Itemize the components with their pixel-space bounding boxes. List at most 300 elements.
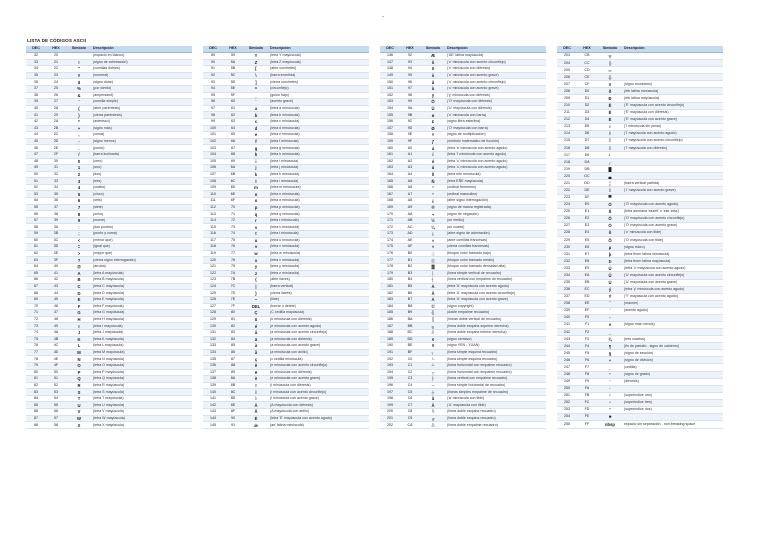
symbol-cell: ╚	[420, 409, 446, 416]
dec-cell: 103	[203, 145, 223, 152]
description-cell: (a minúscula con acento circunflejo)	[269, 329, 369, 336]
column-header-desc: Descripción	[269, 46, 369, 53]
symbol-cell: 3	[66, 178, 92, 185]
dec-cell: 76	[26, 343, 46, 350]
dec-cell: 248	[557, 371, 577, 378]
hex-cell: 9A	[400, 105, 420, 112]
symbol-cell: |	[243, 283, 269, 290]
description-cell: (e minúscula con acento circunflejo)	[269, 362, 369, 369]
description-cell: (seis)	[92, 198, 192, 205]
symbol-cell: 7	[66, 204, 92, 211]
description-cell: (letra c minúscula)	[269, 118, 369, 125]
description-cell: (ampersand)	[92, 92, 192, 99]
description-cell: (doble empalme recuadro)	[446, 310, 546, 317]
table-row	[203, 349, 369, 356]
description-cell: (eth latina mayúscula)	[623, 95, 723, 102]
symbol-cell: ×	[420, 132, 446, 139]
hex-cell: 55	[46, 402, 66, 409]
description-cell: (letra v minúscula)	[269, 244, 369, 251]
dec-cell: 237	[557, 293, 577, 300]
dec-cell: 174	[380, 237, 400, 244]
symbol-cell: ┤	[420, 277, 446, 284]
table-row	[557, 385, 723, 392]
symbol-cell: .	[66, 145, 92, 152]
hex-cell: D2	[577, 102, 597, 109]
dec-cell: 79	[26, 362, 46, 369]
hex-cell: 94	[400, 66, 420, 73]
table-row	[380, 184, 546, 191]
dec-cell: 98	[203, 112, 223, 119]
symbol-cell: ┘	[597, 152, 623, 159]
hex-cell: D7	[577, 137, 597, 144]
table-row	[380, 376, 546, 383]
symbol-cell: í	[420, 151, 446, 158]
symbol-cell: ┌	[597, 159, 623, 166]
hex-cell: FE	[577, 413, 597, 420]
dec-cell: 216	[557, 145, 577, 152]
hex-cell: 3E	[46, 250, 66, 257]
description-cell: (cero)	[92, 158, 192, 165]
hex-cell: F7	[577, 364, 597, 371]
dec-cell: 83	[26, 389, 46, 396]
symbol-cell: ¡	[420, 231, 446, 238]
symbol-cell: ¶	[597, 343, 623, 350]
description-cell: (cuatro)	[92, 184, 192, 191]
table-row	[26, 369, 192, 376]
hex-cell: E9	[577, 265, 597, 272]
hex-cell: CB	[577, 53, 597, 60]
hex-cell: 35	[46, 191, 66, 198]
dec-cell: 152	[380, 92, 400, 99]
table-row	[26, 178, 192, 185]
description-cell: (línea doble esquina recuadro)	[446, 409, 546, 416]
column-header-desc: Descripción	[623, 46, 723, 53]
hex-cell: 67	[223, 145, 243, 152]
symbol-cell: ▀	[597, 194, 623, 201]
dec-cell: 133	[203, 343, 223, 350]
table-row	[380, 250, 546, 257]
dec-cell: 113	[203, 211, 223, 218]
dec-cell: 69	[26, 296, 46, 303]
table-row	[380, 389, 546, 396]
table-row	[380, 171, 546, 178]
hex-cell: FF	[577, 421, 597, 429]
table-row	[557, 208, 723, 215]
description-cell: (arroba)	[92, 264, 192, 271]
description-cell: (A mayúscula con anillo)	[269, 409, 369, 416]
dec-cell: 47	[26, 151, 46, 158]
symbol-cell: F	[66, 303, 92, 310]
dec-cell: 131	[203, 329, 223, 336]
description-cell: (letra E mayúscula)	[92, 296, 192, 303]
description-cell: (fin de párrafo - signo de calderón)	[623, 343, 723, 350]
table-row	[380, 145, 546, 152]
description-cell: (comilla simple)	[92, 99, 192, 106]
dec-cell: 104	[203, 151, 223, 158]
symbol-cell: ¸	[597, 364, 623, 371]
description-cell: (c cedilla minúscula)	[269, 356, 369, 363]
symbol-cell: ╗	[420, 323, 446, 330]
hex-cell: 62	[223, 112, 243, 119]
table-row	[557, 145, 723, 152]
description-cell: (signo de negación)	[446, 211, 546, 218]
description-cell: (letra h minúscula)	[269, 151, 369, 158]
ascii-block-1	[26, 46, 192, 429]
hex-cell: 90	[223, 415, 243, 422]
description-cell: (signo libra esterlina)	[446, 118, 546, 125]
dec-cell: 72	[26, 316, 46, 323]
description-cell: (dos)	[92, 171, 192, 178]
hex-cell: A0	[400, 145, 420, 152]
dec-cell: 179	[380, 270, 400, 277]
table-row	[380, 402, 546, 409]
hex-cell: AA	[400, 211, 420, 218]
description-cell: (igual que)	[92, 244, 192, 251]
symbol-cell: a	[243, 105, 269, 112]
table-row	[557, 222, 723, 229]
description-cell: (bloque color tramado bajo)	[446, 250, 546, 257]
symbol-cell: p	[243, 204, 269, 211]
description-cell: (signo dólar)	[92, 79, 192, 86]
hex-cell: BB	[400, 323, 420, 330]
table-row	[380, 369, 546, 376]
symbol-cell: ¹	[597, 392, 623, 399]
hex-cell: F4	[577, 343, 597, 350]
description-cell: (letra B mayúscula)	[92, 277, 192, 284]
ascii-block-4	[557, 46, 723, 429]
hex-cell: 7E	[223, 296, 243, 303]
description-cell: (letra n minúscula)	[269, 191, 369, 198]
hex-cell: CE	[577, 74, 597, 81]
dec-cell: 246	[557, 357, 577, 364]
hex-cell: E2	[577, 215, 597, 222]
description-cell: ('o' minúscula con diéresis)	[446, 66, 546, 73]
description-cell: ('a' minúscula con tilde)	[446, 395, 546, 402]
description-cell: (numeral)	[92, 72, 192, 79]
hex-cell: 28	[46, 105, 66, 112]
table-row	[26, 250, 192, 257]
symbol-cell: w	[243, 250, 269, 257]
dec-cell: 134	[203, 349, 223, 356]
symbol-cell: °	[597, 371, 623, 378]
hex-cell: 3C	[46, 237, 66, 244]
symbol-cell: └	[420, 356, 446, 363]
table-row	[557, 364, 723, 371]
hex-cell: DB	[577, 166, 597, 173]
table-row	[203, 66, 369, 73]
dec-cell: 78	[26, 356, 46, 363]
symbol-cell: &	[66, 92, 92, 99]
table-row	[380, 59, 546, 66]
table-row	[557, 392, 723, 399]
dec-cell: 178	[380, 264, 400, 271]
table-row	[557, 180, 723, 187]
table-row	[203, 415, 369, 422]
hex-cell: 6F	[223, 198, 243, 205]
dec-cell: 224	[557, 201, 577, 208]
dec-cell: 119	[203, 250, 223, 257]
hex-cell: F6	[577, 357, 597, 364]
table-row	[203, 125, 369, 132]
description-cell: (bloque color tramado medio)	[446, 257, 546, 264]
description-cell: (e minúscula con diéresis)	[269, 369, 369, 376]
description-cell: (letra F mayúscula)	[92, 303, 192, 310]
description-cell	[623, 53, 723, 60]
dec-cell: 205	[557, 67, 577, 74]
description-cell: (superíndice uno)	[623, 392, 723, 399]
table-row	[203, 85, 369, 92]
description-cell: (letra P mayúscula)	[92, 369, 192, 376]
dec-cell: 61	[26, 244, 46, 251]
description-cell: (letra eñe minúscula)	[446, 171, 546, 178]
description-cell: ('O' mayúscula con diéresis)	[446, 99, 546, 106]
symbol-cell: ë	[243, 369, 269, 376]
table-row	[203, 132, 369, 139]
table-row	[203, 237, 369, 244]
dec-cell: 228	[557, 229, 577, 236]
description-cell: (eth latina minúscula)	[623, 88, 723, 95]
symbol-cell: µ	[597, 244, 623, 251]
dec-cell: 114	[203, 217, 223, 224]
table-row	[380, 85, 546, 92]
table-row	[380, 415, 546, 422]
description-cell: (letra 'o' minúscula con acento agudo)	[446, 158, 546, 165]
dec-cell: 227	[557, 222, 577, 229]
table-row	[557, 173, 723, 180]
description-cell: (signo de grado)	[623, 371, 723, 378]
dec-cell: 215	[557, 137, 577, 144]
hex-cell: EA	[577, 272, 597, 279]
hex-cell: EE	[577, 300, 597, 307]
description-cell: (un cuarto)	[446, 224, 546, 231]
symbol-cell: =	[66, 244, 92, 251]
dec-cell: 54	[26, 198, 46, 205]
symbol-cell: C	[66, 283, 92, 290]
symbol-cell: ò	[420, 72, 446, 79]
symbol-cell: ñ	[420, 171, 446, 178]
table-row	[380, 66, 546, 73]
hex-cell: 5C	[223, 72, 243, 79]
dec-cell: 190	[380, 343, 400, 350]
symbol-cell: ╦	[597, 53, 623, 60]
table-row	[380, 105, 546, 112]
dec-cell: 45	[26, 138, 46, 145]
symbol-cell: ░	[420, 250, 446, 257]
hex-cell: 43	[46, 283, 66, 290]
symbol-cell: è	[243, 376, 269, 383]
dec-cell: 231	[557, 251, 577, 258]
table-row	[203, 369, 369, 376]
dec-cell: 245	[557, 350, 577, 357]
table-row	[203, 191, 369, 198]
dec-cell: 181	[380, 283, 400, 290]
table-row	[380, 79, 546, 86]
dec-cell: 239	[557, 307, 577, 314]
dec-cell: 253	[557, 406, 577, 413]
table-row	[203, 376, 369, 383]
table-row	[26, 264, 192, 271]
hex-cell: B1	[400, 257, 420, 264]
description-cell: (letra EÑE mayúscula)	[446, 178, 546, 185]
dec-cell: 125	[203, 290, 223, 297]
description-cell: (líneas simples empalme de recuadro)	[446, 389, 546, 396]
description-cell: (cierra llaves)	[269, 290, 369, 297]
dec-cell: 89	[203, 53, 223, 60]
dec-cell: 254	[557, 413, 577, 420]
description-cell: (signo copyright)	[446, 303, 546, 310]
column-header-dec: DEC	[380, 46, 400, 53]
description-cell: (letra alemana 'eszett' o 'ese-zeta')	[623, 208, 723, 215]
symbol-cell: }	[243, 290, 269, 297]
description-cell: (signo de multiplicación)	[446, 132, 546, 139]
description-cell: (i minúscula con acento circunflejo)	[269, 389, 369, 396]
dec-cell: 126	[203, 296, 223, 303]
description-cell: (línea doble esquina superior derecha)	[446, 323, 546, 330]
description-cell: (letra q minúscula)	[269, 211, 369, 218]
table-row	[380, 211, 546, 218]
hex-cell: 36	[46, 198, 66, 205]
dec-cell: 82	[26, 382, 46, 389]
hex-cell: 76	[223, 244, 243, 251]
table-row	[557, 300, 723, 307]
table-row	[26, 138, 192, 145]
symbol-cell: ╔	[420, 415, 446, 422]
dec-cell: 97	[203, 105, 223, 112]
hex-cell: 2A	[46, 118, 66, 125]
page-mark: -	[382, 14, 384, 20]
hex-cell: BD	[400, 336, 420, 343]
table-row	[557, 81, 723, 88]
table-row	[26, 105, 192, 112]
table-row	[203, 270, 369, 277]
hex-cell: 80	[223, 310, 243, 317]
hex-cell: 75	[223, 237, 243, 244]
hex-cell: 22	[46, 66, 66, 73]
table-row	[26, 356, 192, 363]
hex-cell: 5E	[223, 85, 243, 92]
dec-cell: 150	[380, 79, 400, 86]
dec-cell: 121	[203, 264, 223, 271]
dec-cell: 33	[26, 59, 46, 66]
description-cell: (letra o minúscula)	[269, 198, 369, 205]
hex-cell: A8	[400, 198, 420, 205]
table-row	[380, 158, 546, 165]
hex-cell: AD	[400, 231, 420, 238]
table-row	[26, 422, 192, 429]
symbol-cell: Þ	[597, 258, 623, 265]
symbol-cell: Ï	[597, 145, 623, 152]
symbol-cell: b	[243, 112, 269, 119]
page-title: LISTA DE CÓDIGOS ASCII	[27, 38, 86, 43]
symbol-cell: ä	[243, 336, 269, 343]
description-cell	[623, 329, 723, 336]
description-cell: (letra z minúscula)	[269, 270, 369, 277]
description-cell: ('o' minúscula con acento circunflejo)	[446, 59, 546, 66]
description-cell: (bloque color tramado densidad alta)	[446, 264, 546, 271]
symbol-cell: T	[66, 395, 92, 402]
table-row	[26, 171, 192, 178]
table-row	[26, 277, 192, 284]
symbol-cell: h	[243, 151, 269, 158]
table-row	[380, 151, 546, 158]
description-cell: (letra I mayúscula)	[92, 323, 192, 330]
description-cell: (a minúscula con anillo)	[269, 349, 369, 356]
dec-cell: 194	[380, 369, 400, 376]
table-row	[557, 137, 723, 144]
table-row	[203, 323, 369, 330]
hex-cell: 8E	[223, 402, 243, 409]
symbol-cell: A	[66, 270, 92, 277]
symbol-cell: ╠	[597, 60, 623, 67]
table-row	[380, 217, 546, 224]
symbol-cell: W	[66, 415, 92, 422]
symbol-cell: o	[243, 198, 269, 205]
dec-cell: 171	[380, 217, 400, 224]
dec-cell: 129	[203, 316, 223, 323]
hex-cell: DA	[577, 159, 597, 166]
table-row	[557, 265, 723, 272]
hex-cell: 2B	[46, 125, 66, 132]
table-row	[203, 79, 369, 86]
hex-cell: 4B	[46, 336, 66, 343]
hex-cell: B7	[400, 296, 420, 303]
symbol-cell: ║	[420, 316, 446, 323]
table-row	[26, 310, 192, 317]
hex-cell: 7C	[223, 283, 243, 290]
dec-cell: 219	[557, 166, 577, 173]
dec-cell: 36	[26, 79, 46, 86]
hex-cell: 6D	[223, 184, 243, 191]
dec-cell: 225	[557, 208, 577, 215]
symbol-cell: B	[66, 277, 92, 284]
hex-cell: E0	[577, 201, 597, 208]
column-header-sym: Símbolo	[243, 46, 269, 53]
symbol-cell: L	[66, 343, 92, 350]
symbol-cell: Ä	[243, 402, 269, 409]
dec-cell: 195	[380, 376, 400, 383]
hex-cell: 89	[223, 369, 243, 376]
dec-cell: 241	[557, 321, 577, 328]
table-row	[26, 395, 192, 402]
table-row	[26, 283, 192, 290]
symbol-cell: ═	[597, 67, 623, 74]
description-cell: (letra W mayúscula)	[92, 415, 192, 422]
description-cell: (letra X mayúscula)	[92, 422, 192, 429]
dec-cell: 35	[26, 72, 46, 79]
hex-cell: FD	[577, 406, 597, 413]
hex-cell: A5	[400, 178, 420, 185]
dec-cell: 92	[203, 72, 223, 79]
symbol-cell: I	[66, 323, 92, 330]
hex-cell: D4	[577, 116, 597, 123]
table-row	[26, 132, 192, 139]
symbol-cell: æ	[243, 422, 269, 429]
table-row	[26, 323, 192, 330]
table-row	[203, 92, 369, 99]
hex-cell: A4	[400, 171, 420, 178]
table-row	[26, 415, 192, 422]
dec-cell: 138	[203, 376, 223, 383]
table-row	[557, 88, 723, 95]
description-cell: (i minúscula con diéresis)	[269, 382, 369, 389]
description-cell: espacio sin separación - non breaking space	[623, 421, 723, 429]
hex-cell: F9	[577, 378, 597, 385]
description-cell: (diéresis)	[623, 378, 723, 385]
table-row	[203, 329, 369, 336]
description-cell: ('I' mayúscula con diéresis)	[623, 145, 723, 152]
dec-cell: 154	[380, 105, 400, 112]
symbol-cell: Ý	[597, 293, 623, 300]
